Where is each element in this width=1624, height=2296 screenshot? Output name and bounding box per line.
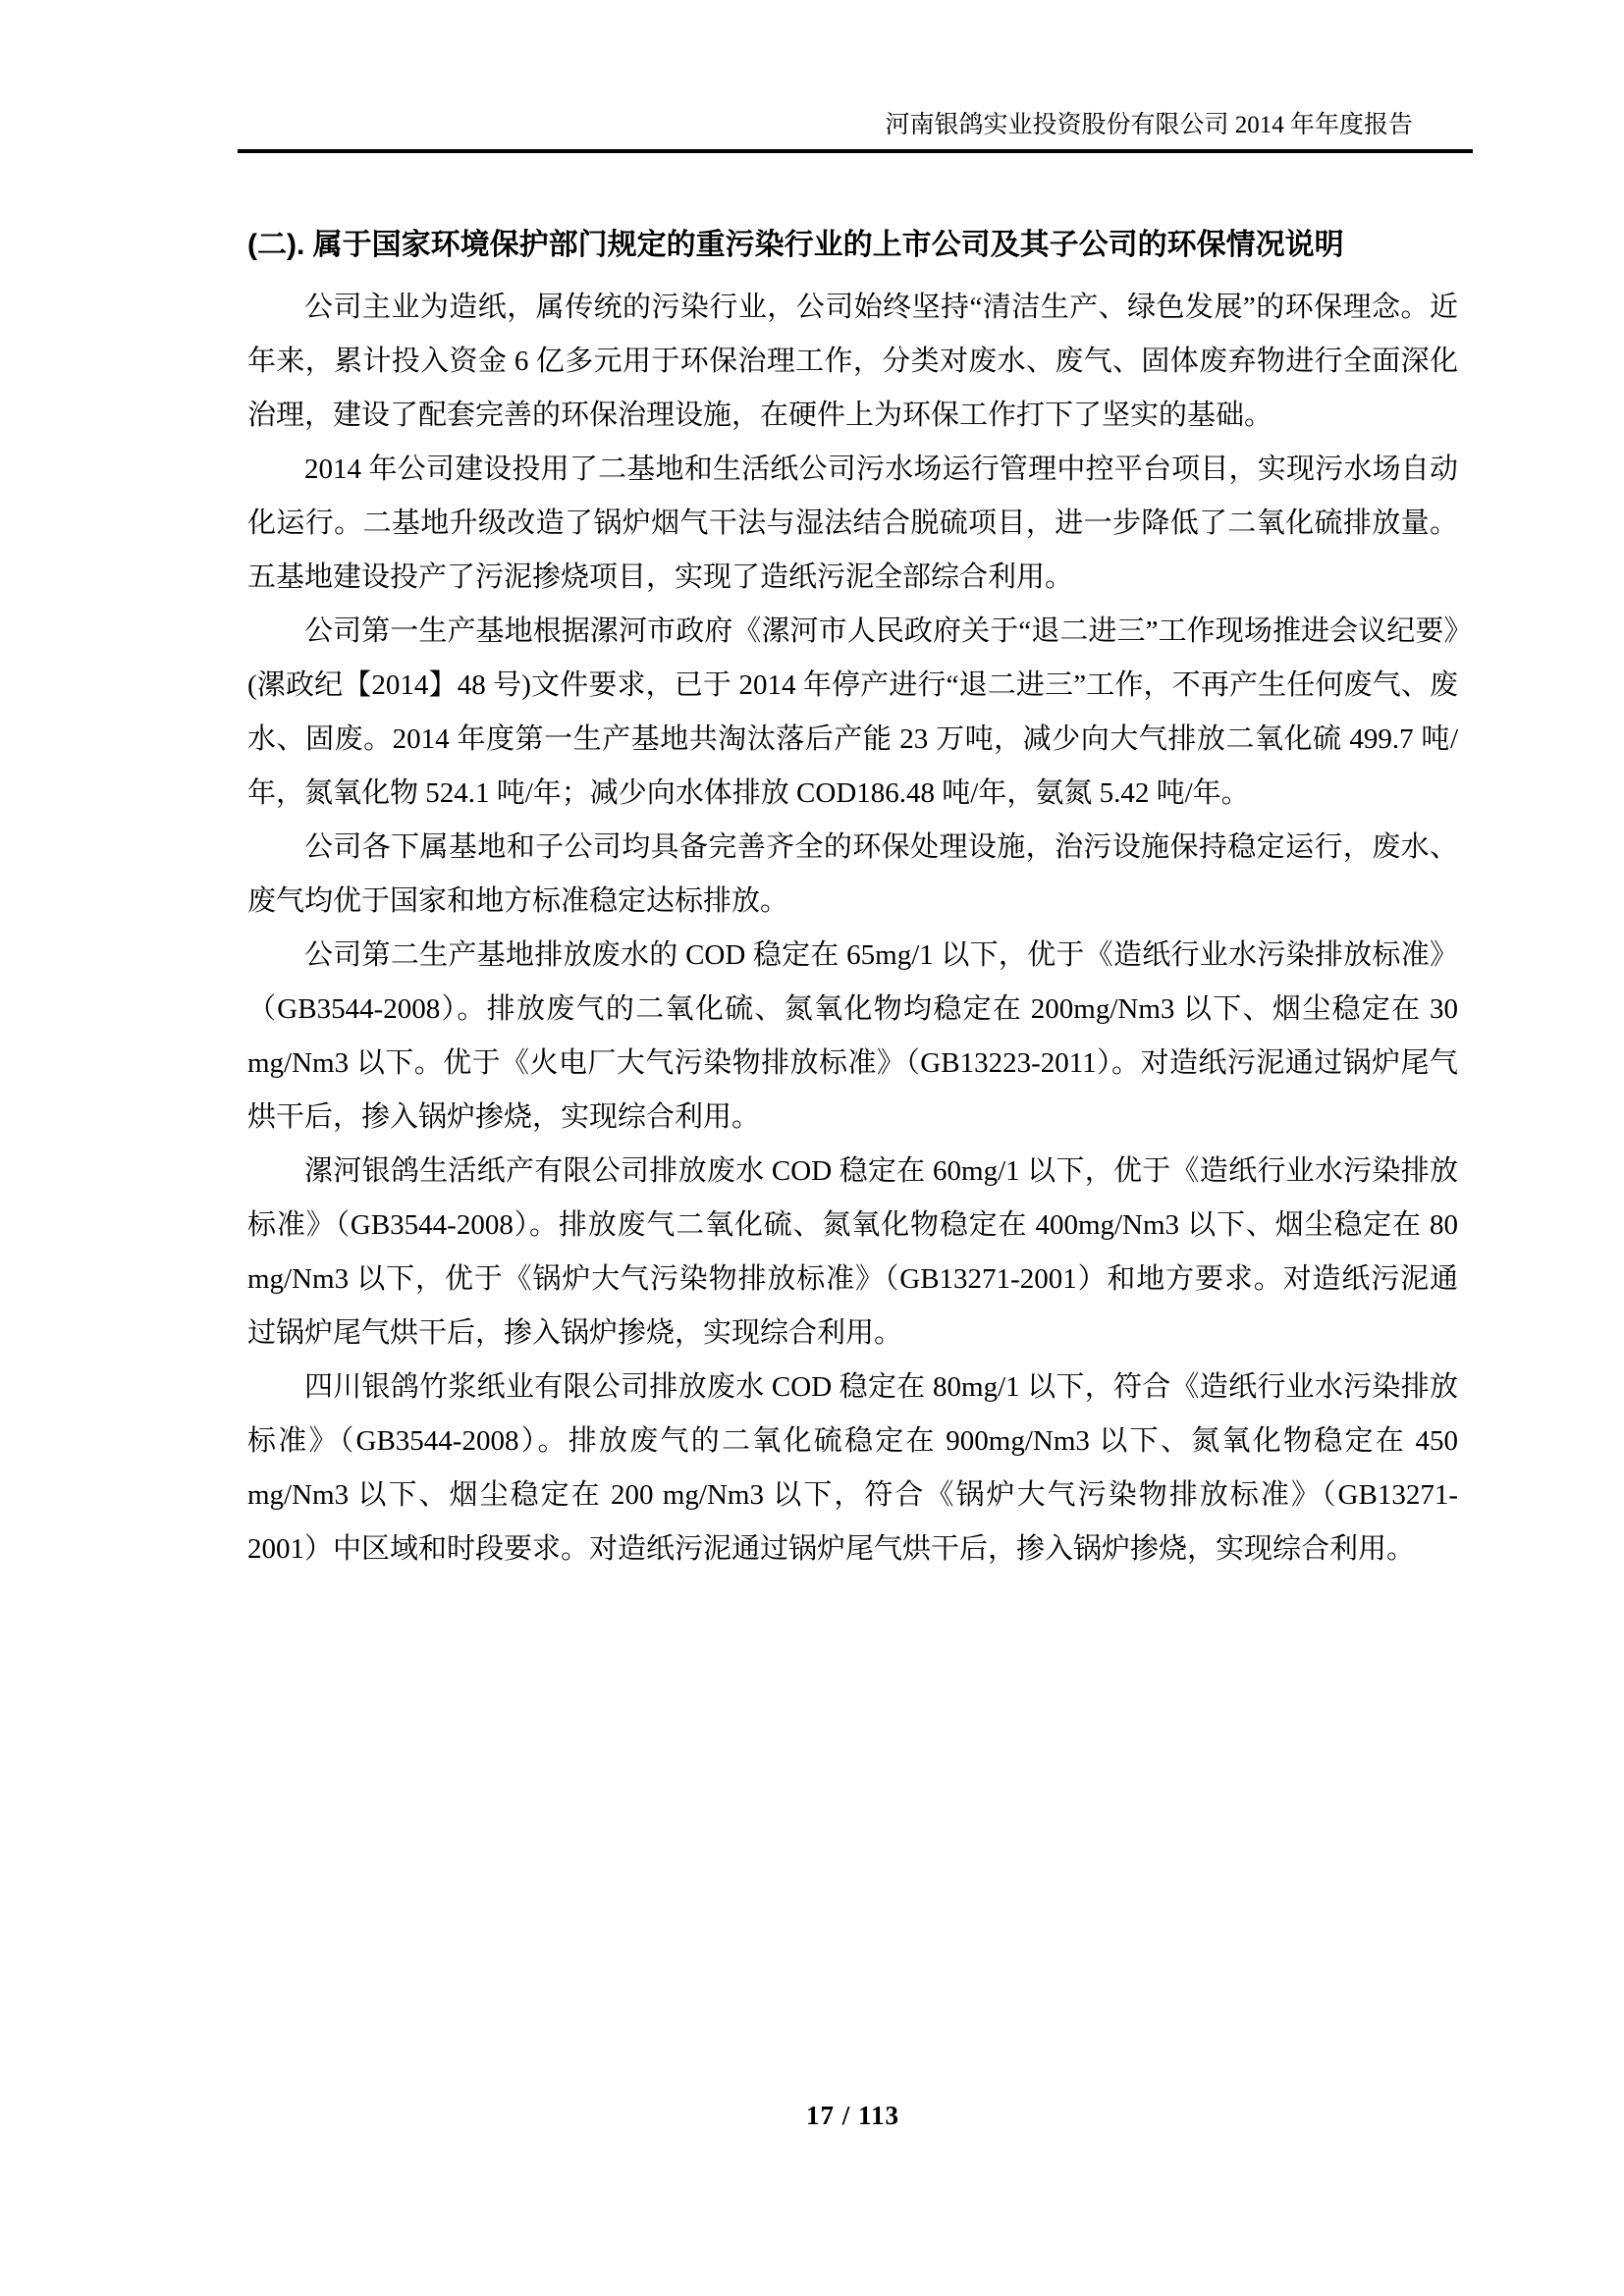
body-paragraph: 公司各下属基地和子公司均具备完善齐全的环保处理设施，治污设施保持稳定运行，废水、废气均优于国家和地方标准稳定达标排放。 bbox=[247, 831, 1458, 917]
body-paragraph: 漯河银鸽生活纸产有限公司排放废水 COD 稳定在 60mg/1 以下，优于《造纸行业水污染排放标准》（GB3544-2008）。排放废气二氧化硫、氮氧化物稳定在 400mg/Nm3 以下、烟尘稳定在 80 mg/Nm3 以下，优于《锅炉大气污染物排放标准》（GB13271-2001）和地方要求。对造纸污泥通过锅炉尾气烘干后，掺入锅炉掺烧，实现综合利用。 bbox=[247, 1155, 1458, 1349]
body-paragraph: 公司主业为造纸，属传统的污染行业，公司始终坚持“清洁生产、绿色发展”的环保理念。近年来，累计投入资金 6 亿多元用于环保治理工作，分类对废水、废气、固体废弃物进行全面深化治理，建设了配套完善的环保治理设施，在硬件上为环保工作打下了坚实的基础。 bbox=[247, 292, 1458, 431]
section-heading: (二). 属于国家环境保护部门规定的重污染行业的上市公司及其子公司的环保情况说明 bbox=[247, 229, 1344, 261]
document-content bbox=[247, 220, 1458, 1576]
body-paragraph: 2014 年公司建设投用了二基地和生活纸公司污水场运行管理中控平台项目，实现污水场自动化运行。二基地升级改造了锅炉烟气干法与湿法结合脱硫项目，进一步降低了二氧化硫排放量。五基地建设投产了污泥掺烧项目，实现了造纸污泥全部综合利用。 bbox=[247, 454, 1458, 593]
body-paragraph: 公司第一生产基地根据漯河市政府《漯河市人民政府关于“退二进三”工作现场推进会议纪要》(漯政纪【2014】48 号)文件要求，已于 2014 年停产进行“退二进三”工作，不再产生任何废气、废水、固废。2014 年度第一生产基地共淘汰落后产能 23 万吨，减少向大气排放二氧化硫 499.7 吨/年，氮氧化物 524.1 吨/年；减少向水体排放 COD186.48 吨/年，氨氮 5.42 吨/年。 bbox=[247, 615, 1458, 809]
page-header-title: 河南银鸽实业投资股份有限公司 2014 年年度报告 bbox=[885, 112, 1413, 138]
page-footer bbox=[247, 2101, 1458, 2131]
body-paragraph: 四川银鸽竹浆纸业有限公司排放废水 COD 稳定在 80mg/1 以下，符合《造纸行业水污染排放标准》（GB3544-2008）。排放废气的二氧化硫稳定在 900mg/Nm3 以下、氮氧化物稳定在 450 mg/Nm3 以下、烟尘稳定在 200 mg/Nm3 以下，符合《锅炉大气污染物排放标准》（GB13271-2001）中区域和时段要求。对造纸污泥通过锅炉尾气烘干后，掺入锅炉掺烧，实现综合利用。 bbox=[247, 1371, 1458, 1565]
page-number: 17 / 113 bbox=[805, 2101, 899, 2130]
body-paragraph: 公司第二生产基地排放废水的 COD 稳定在 65mg/1 以下，优于《造纸行业水污染排放标准》（GB3544-2008）。排放废气的二氧化硫、氮氧化物均稳定在 200mg/Nm3 以下、烟尘稳定在 30 mg/Nm3 以下。优于《火电厂大气污染物排放标准》（GB13223-2011）。对造纸污泥通过锅炉尾气烘干后，掺入锅炉掺烧，实现综合利用。 bbox=[247, 939, 1458, 1133]
header-divider bbox=[238, 149, 1473, 153]
